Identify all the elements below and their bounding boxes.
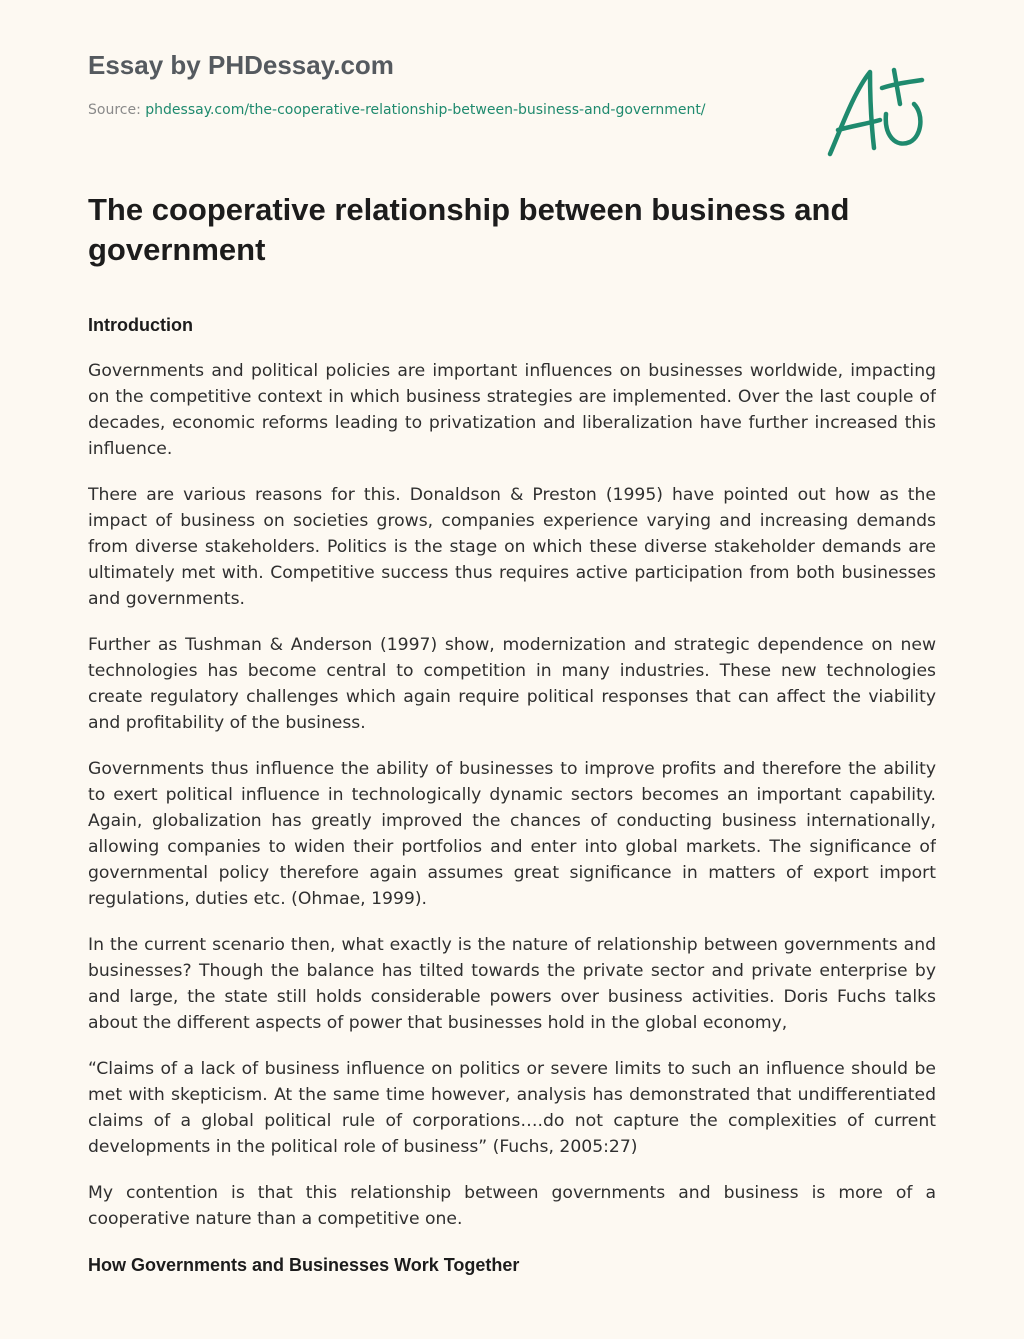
source-line — [88, 102, 706, 118]
paragraph: Governments and political policies are important influences on businesses worldwide, impacting on the competitive context in which business strategies are implemented. Over the last couple of decades, economic reforms leading to privatization and liberalization have further increased this influence. — [88, 361, 936, 459]
section-heading-introduction: Introduction — [88, 315, 193, 335]
a-plus-logo-icon — [818, 62, 930, 162]
paragraph: Further as Tushman & Anderson (1997) show, modernization and strategic dependence on new technologies has become central to competition in many industries. These new technologies create regulatory challenges which again require political responses that can affect the viability and profitability of the business. — [88, 635, 936, 733]
quote-paragraph: “Claims of a lack of business influence on politics or severe limits to such an influence should be met with skepticism. At the same time however, analysis has demonstrated that undifferentiated claims of a global political rule of corporations….do not capture the complexities of current developments in the political role of business” (Fuchs, 2005:27) — [88, 1059, 936, 1157]
section-heading-work-together: How Governments and Businesses Work Together — [88, 1255, 520, 1275]
paragraph: There are various reasons for this. Donaldson & Preston (1995) have pointed out how as the impact of business on societies grows, companies experience varying and increasing demands from diverse stakeholders. Politics is the stage on which these diverse stakeholder demands are ultimately met with. Competitive success thus requires active participation from both businesses and governments. — [88, 485, 936, 609]
paragraph: In the current scenario then, what exactly is the nature of relationship between governments and businesses? Though the balance has tilted towards the private sector and private enterprise by and large, the state still holds considerable powers over business activities. Doris Fuchs talks about the different aspects of power that businesses hold in the global economy, — [88, 935, 936, 1033]
essay-body — [88, 312, 936, 1288]
essay-title: The cooperative relationship between business and government — [88, 192, 850, 267]
paragraph: My contention is that this relationship between governments and business is more of a cooperative nature than a competitive one. — [88, 1183, 936, 1229]
source-link[interactable]: phdessay.com/the-cooperative-relationship-between-business-and-government/ — [145, 102, 706, 118]
source-label: Source: — [88, 102, 141, 118]
site-brand[interactable]: Essay by PHDessay.com — [88, 50, 394, 80]
paragraph: Governments thus influence the ability of businesses to improve profits and therefore the ability to exert political influence in technologically dynamic sectors becomes an important capability. Again, globalization has greatly improved the chances of conducting business internationally, allowing companies to widen their portfolios and enter into global markets. The significance of governmental policy therefore again assumes great significance in matters of export import regulations, duties etc. (Ohmae, 1999). — [88, 759, 936, 909]
